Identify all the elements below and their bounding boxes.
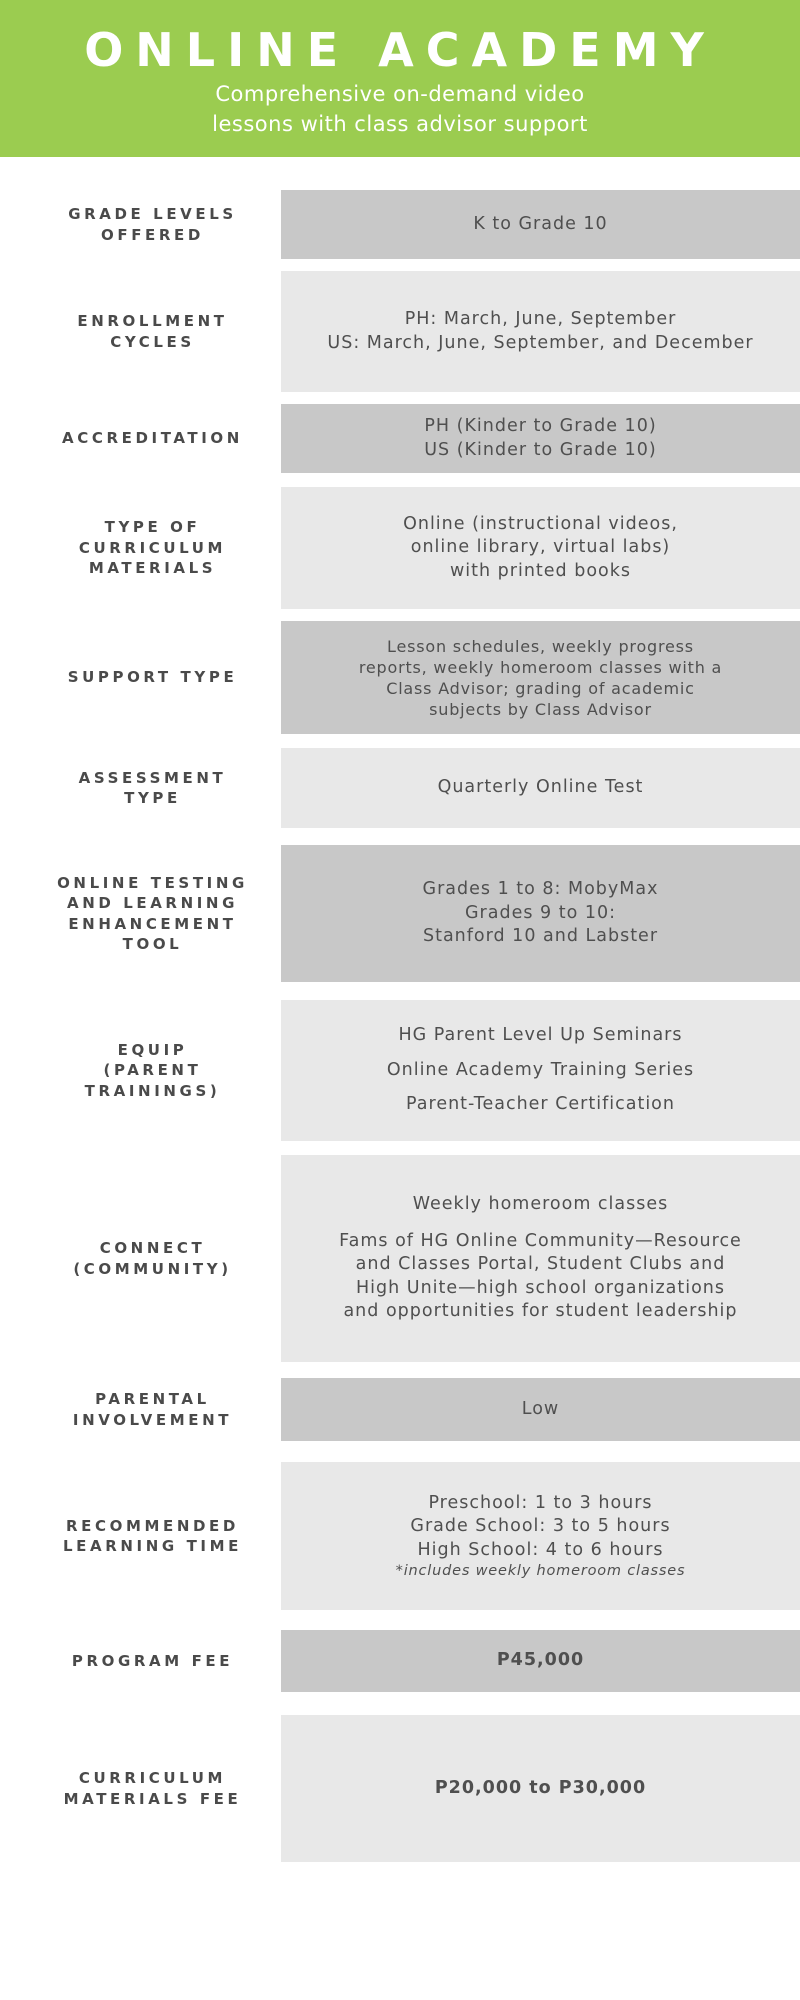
row-label-learning-time — [35, 1462, 270, 1610]
row-label-line: OFFERED — [101, 225, 204, 244]
row-value-learning-time — [281, 1462, 800, 1610]
row-label-line: (COMMUNITY) — [73, 1259, 232, 1278]
row-value-connect — [281, 1155, 800, 1362]
row-label-line: SUPPORT TYPE — [67, 668, 238, 687]
row-value-line: Quarterly Online Test — [437, 777, 644, 798]
row-value-line: Low — [521, 1398, 560, 1419]
row-value-line: Online Academy Training Series — [386, 1059, 695, 1080]
row-value-line: US (Kinder to Grade 10) — [424, 439, 657, 460]
row-value-line: online library, virtual labs) — [410, 537, 671, 558]
row-label-parental-involvement — [35, 1378, 270, 1441]
row-value-materials-fee — [281, 1715, 800, 1862]
row-value-line: Weekly homeroom classes — [412, 1194, 669, 1215]
row-value-line: Parent-Teacher Certification — [406, 1094, 675, 1115]
row-label-assessment-type — [35, 748, 270, 828]
row-value-grade-levels — [281, 190, 800, 259]
row-value-line: US: March, June, September, and December — [327, 332, 754, 353]
row-label-line: TYPE — [124, 789, 181, 807]
row-label-accreditation — [35, 404, 270, 473]
row-label-line: LEARNING TIME — [63, 1537, 242, 1555]
row-value-line: PH (Kinder to Grade 10) — [424, 416, 657, 436]
row-label-curriculum-materials — [35, 487, 270, 609]
row-label-line: CURRICULUM — [78, 538, 227, 557]
row-label-connect — [35, 1155, 270, 1362]
row-value-online-testing-tool — [281, 845, 800, 982]
header-banner — [0, 0, 800, 157]
row-label-line: MATERIALS — [88, 559, 217, 578]
row-label-line: INVOLVEMENT — [72, 1410, 233, 1429]
row-label-line: EQUIP — [117, 1040, 188, 1059]
row-label-line: ONLINE TESTING — [57, 873, 248, 892]
row-value-support-type — [281, 621, 800, 734]
row-label-line: TOOL — [122, 935, 183, 953]
row-label-line: ENROLLMENT — [77, 312, 228, 330]
row-value-line: HG Parent Level Up Seminars — [398, 1025, 683, 1046]
row-label-line: CONNECT — [99, 1239, 206, 1257]
row-label-line: ACCREDITATION — [62, 429, 243, 448]
page-subtitle — [0, 79, 800, 139]
row-value-curriculum-materials — [281, 487, 800, 609]
subtitle-line: Comprehensive on-demand video — [215, 82, 585, 106]
row-label-materials-fee — [35, 1715, 270, 1862]
row-value-line: PH: March, June, September — [404, 309, 677, 329]
row-value-line: Preschool: 1 to 3 hours — [428, 1492, 653, 1513]
row-label-line: ASSESSMENT — [78, 768, 227, 787]
row-value-line: and Classes Portal, Student Clubs and — [355, 1254, 726, 1275]
row-label-line: CYCLES — [110, 332, 195, 351]
row-label-line: CURRICULUM — [78, 1769, 227, 1787]
row-label-line: TRAININGS) — [84, 1081, 221, 1100]
row-value-line: High Unite—high school organizations — [356, 1277, 725, 1298]
row-value-line: Class Advisor; grading of academic — [386, 678, 695, 698]
row-label-line: MATERIALS FEE — [63, 1789, 242, 1808]
row-label-enrollment-cycles — [35, 271, 270, 392]
row-value-assessment-type — [281, 748, 800, 828]
row-label-line: GRADE LEVELS — [68, 205, 237, 223]
row-value-parental-involvement — [281, 1378, 800, 1441]
row-value-enrollment-cycles — [281, 271, 800, 392]
row-label-line: ENHANCEMENT — [68, 914, 237, 933]
row-label-equip — [35, 1000, 270, 1141]
row-label-line: RECOMMENDED — [66, 1516, 239, 1535]
row-value-line: with printed books — [449, 560, 632, 581]
row-value-line: P45,000 — [496, 1650, 585, 1671]
row-value-line: Lesson schedules, weekly progress — [387, 636, 694, 656]
page-title: ONLINE ACADEMY — [84, 23, 716, 77]
row-label-support-type — [35, 621, 270, 734]
row-value-line: High School: 4 to 6 hours — [417, 1539, 664, 1560]
row-label-program-fee — [35, 1630, 270, 1692]
subtitle-line: lessons with class advisor support — [212, 112, 588, 136]
row-value-line: K to Grade 10 — [473, 213, 608, 234]
row-label-line: AND LEARNING — [66, 894, 238, 912]
row-value-accreditation — [281, 404, 800, 473]
row-value-line: Grade School: 3 to 5 hours — [410, 1516, 671, 1537]
row-value-line: reports, weekly homeroom classes with a — [358, 657, 723, 677]
row-label-line: (PARENT — [103, 1061, 202, 1080]
row-value-line: Online (instructional videos, — [403, 513, 678, 534]
row-value-note: *includes weekly homeroom classes — [395, 1563, 686, 1580]
row-label-online-testing-tool — [35, 845, 270, 982]
row-label-line: PROGRAM FEE — [71, 1651, 234, 1670]
row-value-line: Stanford 10 and Labster — [422, 926, 659, 947]
row-label-grade-levels — [35, 190, 270, 259]
row-value-line: subjects by Class Advisor — [429, 699, 652, 719]
row-value-line: Fams of HG Online Community—Resource — [339, 1230, 742, 1251]
row-value-equip — [281, 1000, 800, 1141]
row-value-program-fee — [281, 1630, 800, 1692]
row-label-line: PARENTAL — [95, 1390, 210, 1408]
row-value-line: P20,000 to P30,000 — [434, 1777, 647, 1798]
row-value-line: and opportunities for student leadership — [343, 1301, 738, 1322]
row-label-line: TYPE OF — [104, 518, 201, 537]
row-value-line: Grades 9 to 10: — [464, 902, 617, 923]
row-value-line: Grades 1 to 8: MobyMax — [422, 879, 659, 900]
